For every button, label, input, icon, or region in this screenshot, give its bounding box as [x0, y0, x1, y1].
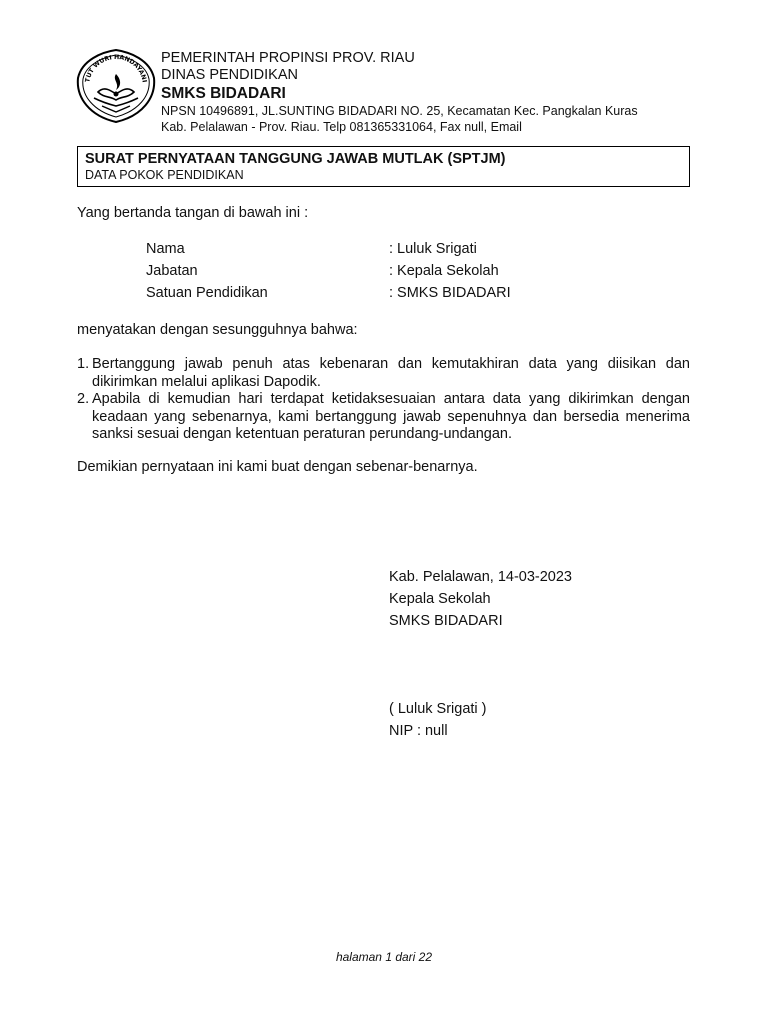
list-item-text: Bertanggung jawab penuh atas kebenaran dan kemutakhiran data yang diisikan dan dikirimkan melalui aplikasi Dapodik.: [92, 356, 690, 390]
field-value-jabatan: : Kepala Sekolah: [389, 263, 499, 279]
field-label-jabatan: Jabatan: [146, 263, 198, 279]
list-item: [77, 356, 690, 391]
statement-list: [77, 356, 690, 444]
letterhead: [161, 50, 638, 135]
page-footer: halaman 1 dari 22: [335, 950, 433, 964]
field-label-nama: Nama: [146, 241, 185, 257]
statement-text: menyatakan dengan sesungguhnya bahwa:: [77, 322, 358, 338]
tut-wuri-handayani-emblem-icon: [76, 48, 156, 124]
signature-nip: NIP : null: [389, 723, 448, 739]
department-line: DINAS PENDIDIKAN: [161, 67, 298, 83]
tut-wuri-handayani-logo: [76, 48, 156, 124]
list-item-number: 2.: [77, 391, 90, 407]
signature-place-date: Kab. Pelalawan, 14-03-2023: [389, 569, 572, 585]
school-name: SMKS BIDADARI: [161, 85, 286, 102]
svg-text:TUT WURI HANDAYANI: TUT WURI HANDAYANI: [84, 53, 148, 83]
school-contact: Kab. Pelalawan - Prov. Riau. Telp 081365331064, Fax null, Email: [161, 120, 522, 134]
list-item-number: 1.: [77, 356, 90, 372]
list-item-text: Apabila di kemudian hari terdapat ketidaksesuaian antara data yang dikirimkan dengan keadaan yang sebenarnya, kami bertanggung jawab sepenuhnya dan bersedia menerima sanksi sesuai dengan ketentuan peraturan perundang-undangan.: [92, 391, 690, 442]
document-subtitle: DATA POKOK PENDIDIKAN: [85, 168, 244, 182]
field-label-satuan-pendidikan: Satuan Pendidikan: [146, 285, 268, 301]
document-title: SURAT PERNYATAAN TANGGUNG JAWAB MUTLAK (SPTJM): [85, 151, 506, 167]
government-line: PEMERINTAH PROPINSI PROV. RIAU: [161, 50, 415, 66]
signature-position: Kepala Sekolah: [389, 591, 491, 607]
field-value-nama: : Luluk Srigati: [389, 241, 477, 257]
signature-name: ( Luluk Srigati ): [389, 701, 487, 717]
school-address: NPSN 10496891, JL.SUNTING BIDADARI NO. 25, Kecamatan Kec. Pangkalan Kuras: [161, 104, 638, 118]
closing-text: Demikian pernyataan ini kami buat dengan sebenar-benarnya.: [77, 459, 478, 475]
field-value-satuan-pendidikan: : SMKS BIDADARI: [389, 285, 511, 301]
document-title-box: [77, 146, 690, 187]
intro-text: Yang bertanda tangan di bawah ini :: [77, 205, 309, 221]
list-item: [77, 391, 690, 444]
signature-school: SMKS BIDADARI: [389, 613, 503, 629]
